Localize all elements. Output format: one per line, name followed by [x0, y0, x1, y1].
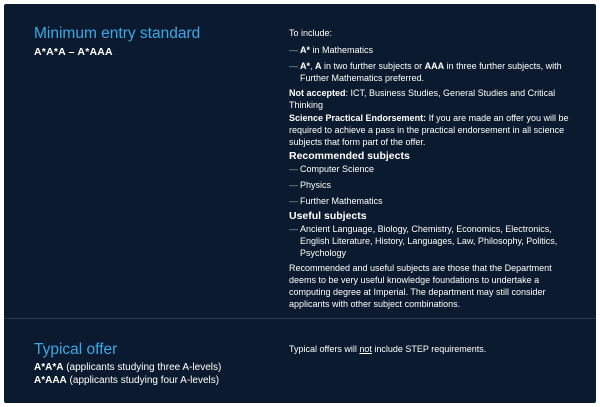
include-item-further-rest: in three further subjects, with Further Mathematics preferred.: [300, 61, 562, 83]
include-item-further-grade1: A*: [300, 61, 311, 71]
recommended-item-label: Physics: [300, 180, 332, 190]
dash-icon: —: [289, 224, 298, 234]
typical-offer-grade: A*A*A: [34, 362, 64, 373]
step-note-pre: Typical offers will: [289, 344, 360, 354]
recommended-item: [289, 179, 574, 191]
step-note-not: not: [359, 344, 372, 354]
include-item-maths-grade: A*: [300, 45, 311, 55]
not-accepted: [289, 87, 574, 111]
include-item-further-mid: in two further subjects or: [321, 61, 425, 71]
step-note: [289, 343, 574, 355]
minimum-entry-details: [289, 27, 574, 310]
typical-offer-section: [4, 319, 596, 403]
recommended-item: [289, 163, 574, 175]
step-note-post: include STEP requirements.: [371, 344, 487, 354]
typical-offer-heading: Typical offer: [34, 341, 118, 358]
typical-offer-left: [34, 340, 274, 387]
to-include-label: To include:: [289, 28, 333, 38]
entry-requirements-panel: [4, 4, 596, 403]
include-item-further: [289, 60, 574, 84]
typical-offer-line: [34, 361, 274, 374]
useful-item: [289, 223, 574, 259]
minimum-entry-section: [4, 4, 596, 318]
dash-icon: —: [289, 61, 298, 71]
include-item-maths: [289, 44, 574, 56]
dash-icon: —: [289, 180, 298, 190]
typical-offer-desc: (applicants studying four A-levels): [66, 375, 220, 386]
spe-text: If you are made an offer you will be required to achieve a pass in the practical endorsement in all science subjects that form part of the offer.: [289, 113, 569, 147]
typical-offer-desc: (applicants studying three A-levels): [63, 362, 222, 373]
include-item-further-sep: ,: [310, 61, 316, 71]
typical-offer-line: [34, 374, 274, 387]
recommended-subjects-heading: Recommended subjects: [289, 150, 410, 162]
subjects-note: Recommended and useful subjects are those that the Department deems to be very useful knowledge foundations to undertake a computing degree at Imperial. The department may still consider applicants with other subject combinations.: [289, 263, 552, 309]
include-item-further-grade3: AAA: [424, 61, 445, 71]
include-item-maths-text: in Mathematics: [310, 45, 374, 55]
minimum-entry-heading: Minimum entry standard: [34, 25, 201, 42]
spe-label: Science Practical Endorsement:: [289, 113, 427, 123]
include-item-further-grade2: A: [315, 61, 322, 71]
useful-item-label: Ancient Language, Biology, Chemistry, Economics, Electronics, English Literature, History, Languages, Law, Philosophy, Politics, Psychology: [300, 224, 558, 258]
recommended-item-label: Computer Science: [300, 164, 375, 174]
dash-icon: —: [289, 164, 298, 174]
not-accepted-label: Not accepted: [289, 88, 346, 98]
typical-offer-grade: A*AAA: [34, 375, 67, 386]
dash-icon: —: [289, 196, 298, 206]
typical-offer-details: [289, 343, 574, 355]
recommended-item-label: Further Mathematics: [300, 196, 383, 206]
recommended-item: [289, 195, 574, 207]
not-accepted-text: : ICT, Business Studies, General Studies and Critical Thinking: [289, 88, 556, 110]
dash-icon: —: [289, 45, 298, 55]
minimum-entry-grades: A*A*A – A*AAA: [34, 46, 113, 58]
useful-subjects-heading: Useful subjects: [289, 210, 367, 222]
science-practical-endorsement: [289, 112, 574, 148]
minimum-entry-left: [34, 24, 274, 58]
